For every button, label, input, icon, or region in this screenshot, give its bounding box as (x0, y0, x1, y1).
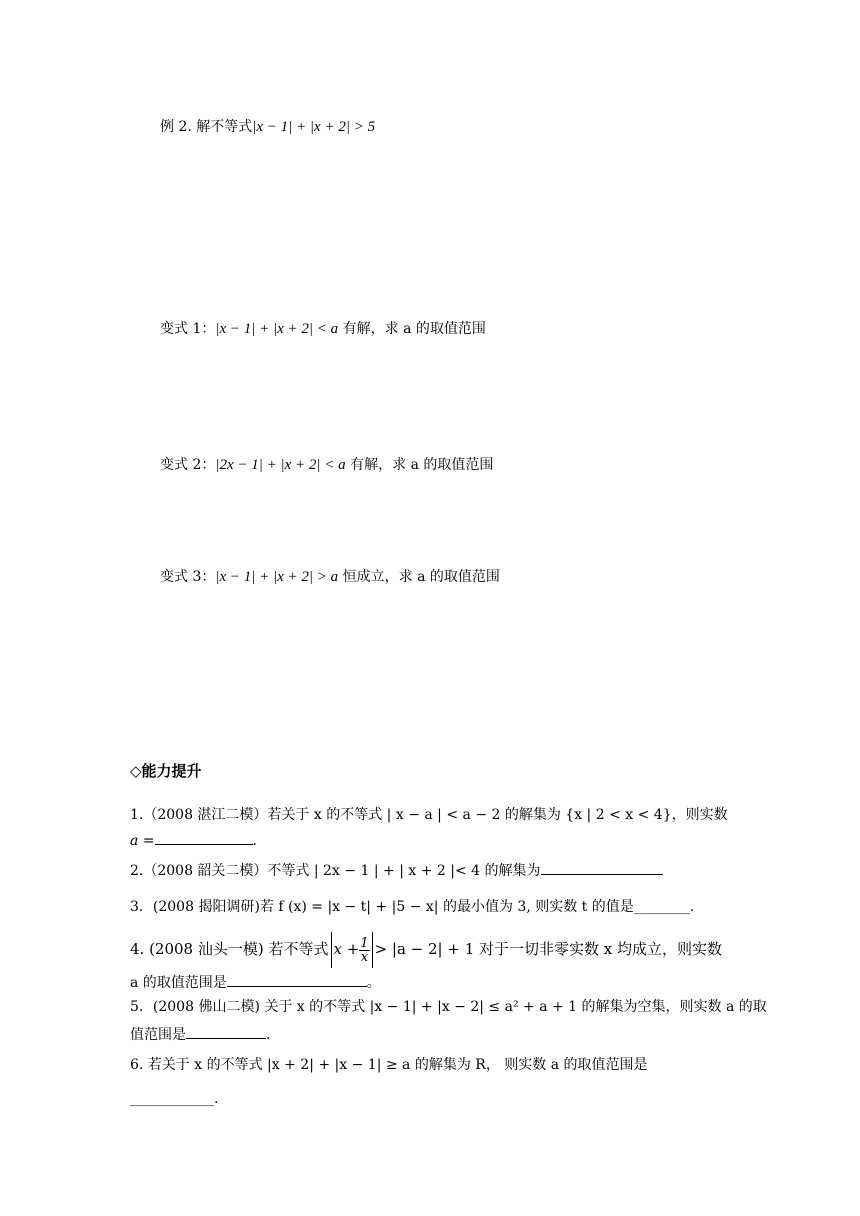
problem-5-text: 5．(2008 佛山二模) 关于 x 的不等式 |x − 1| + |x − 2| ≤ a² + a + 1 的解集为空集，则实数 a 的取 (130, 999, 767, 1015)
problem-1-line-2 (130, 830, 257, 850)
variant-2-tail: 有解，求 a 的取值范围 (350, 457, 494, 473)
example-2-label: 例 2. 解不等式 (160, 119, 253, 135)
variant-2 (160, 456, 493, 474)
variant-3-tail: 恒成立，求 a 的取值范围 (342, 569, 500, 585)
variant-2-label: 变式 2： (160, 457, 216, 473)
example-2-inequality: |x − 1| + |x + 2| > 5 (252, 119, 376, 135)
problem-1-answer-blank (155, 830, 253, 845)
problem-5-answer-blank (186, 1024, 266, 1039)
variant-3 (160, 568, 500, 586)
variant-1-inequality: |x − 1| + |x + 2| < a (215, 321, 339, 337)
problem-6-line-1 (130, 1056, 648, 1074)
variant-1 (160, 320, 486, 338)
problem-3 (130, 898, 694, 916)
problem-1-answer-label: a = (130, 833, 155, 849)
problem-4-line-1 (130, 932, 722, 968)
variant-3-label: 变式 3： (160, 569, 216, 585)
problem-5-line-1 (130, 998, 767, 1016)
problem-4-answer-blank (227, 972, 367, 987)
problem-5-line-2 (130, 1024, 270, 1044)
problem-3-text: 3．(2008 揭阳调研)若 f (x) = |x − t| + |5 − x| 的最小值为 3, 则实数 t 的值是________. (130, 899, 695, 915)
problem-5-answer-label: 值范围是 (130, 1027, 186, 1043)
problem-6-answer-blank: ____________. (130, 1091, 219, 1107)
problem-4-line-2 (130, 972, 381, 992)
problem-6-line-2 (130, 1090, 218, 1108)
abs-left-bar (331, 932, 332, 968)
fraction-numerator: 1 (360, 935, 369, 951)
problem-4-answer-label: a 的取值范围是 (130, 975, 227, 991)
abs-right-bar (372, 932, 373, 968)
problem-2-text: 2.（2008 韶关二模）不等式 | 2x − 1 | + | x + 2 |< 4 的解集为 (130, 863, 541, 879)
problem-4-text-post: > |a − 2| + 1 对于一切非零实数 x 均成立，则实数 (374, 940, 723, 958)
variant-2-inequality: |2x − 1| + |x + 2| < a (215, 457, 346, 473)
problem-1-text: 1.（2008 湛江二模）若关于 x 的不等式 | x − a | < a − 2 的解集为 {x | 2 < x < 4}，则实数 (130, 807, 728, 823)
problem-4-x: x + (333, 940, 360, 958)
problem-2-answer-blank (541, 860, 663, 875)
fraction-denominator: x (360, 949, 369, 965)
problem-4-text-pre: 4. (2008 汕头一模) 若不等式 (130, 940, 329, 958)
problem-6-text: 6. 若关于 x 的不等式 |x + 2| + |x − 1| ≥ a 的解集为 R， 则实数 a 的取值范围是 (130, 1057, 648, 1073)
section-title: ◇能力提升 (130, 762, 202, 780)
problem-4-end: 。 (366, 975, 381, 991)
variant-3-inequality: |x − 1| + |x + 2| > a (215, 569, 339, 585)
problem-1-end: . (252, 833, 257, 849)
example-2 (160, 118, 375, 136)
problem-2 (130, 860, 663, 880)
problem-5-end: . (266, 1027, 271, 1043)
variant-1-tail: 有解，求 a 的取值范围 (342, 321, 486, 337)
problem-1-line-1 (130, 806, 728, 824)
variant-1-label: 变式 1： (160, 321, 216, 337)
problem-4-fraction (359, 937, 369, 964)
